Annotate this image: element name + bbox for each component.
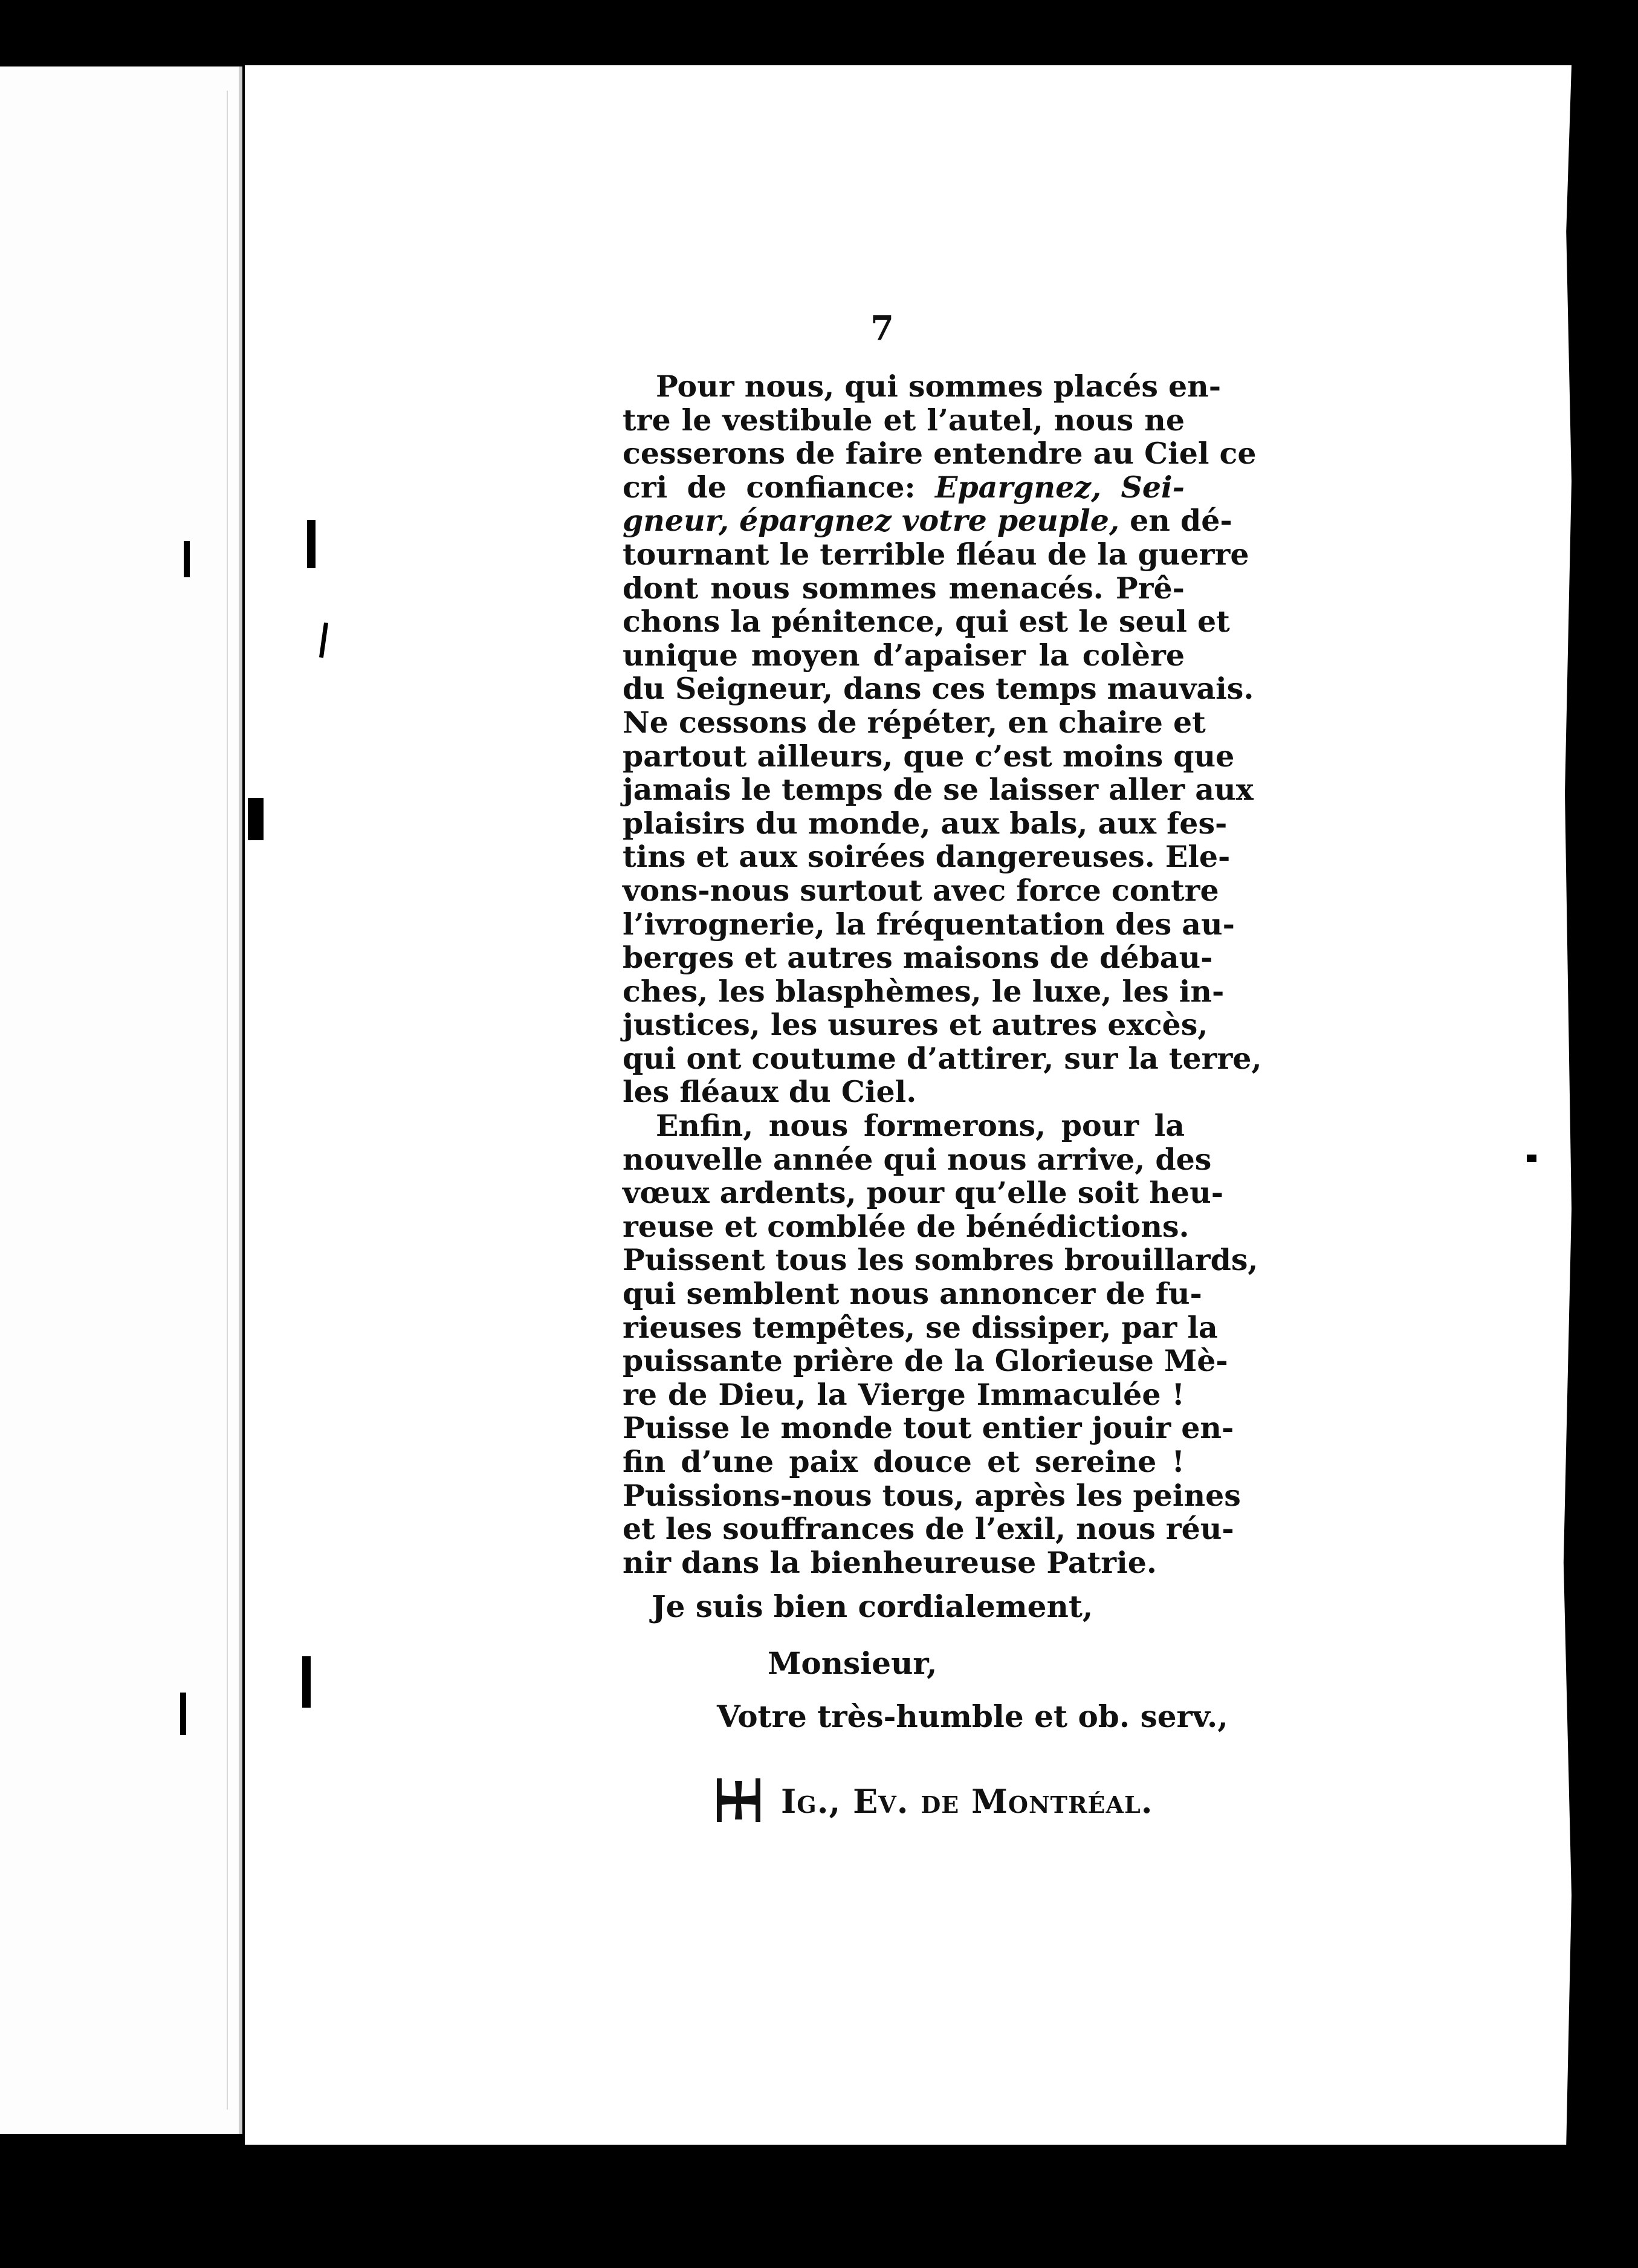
margin-mark	[248, 798, 264, 840]
text-segment: en dé-	[1119, 503, 1232, 539]
text-line: berges et autres maisons de débau-	[623, 940, 1213, 976]
margin-mark	[184, 541, 190, 577]
text-line: Puisse le monde tout entier jouir en-	[623, 1410, 1234, 1446]
text-line: unique moyen d’apaiser la colère	[623, 637, 1185, 673]
italic-phrase: épargnez votre peuple,	[739, 503, 1120, 539]
signature: Ig., Ev. de Montréal.	[781, 1782, 1153, 1821]
text-line: re de Dieu, la Vierge Immaculée !	[623, 1376, 1185, 1412]
text-line: nouvelle année qui nous arrive, des	[623, 1141, 1212, 1177]
text-line: reuse et comblée de bénédictions.	[623, 1208, 1190, 1244]
text-line: Puissions-nous tous, après les peines	[623, 1477, 1241, 1513]
text-line: dont nous sommes menacés. Prê-	[623, 570, 1185, 606]
text-line: nir dans la bienheureuse Patrie.	[623, 1544, 1157, 1580]
text-line: chons la pénitence, qui est le seul et	[623, 604, 1230, 640]
paragraph-1	[623, 369, 1262, 1110]
text-line: vœux ardents, pour qu’elle soit heu-	[623, 1175, 1224, 1211]
text-line: tins et aux soirées dangereuses. Ele-	[623, 839, 1231, 875]
italic-phrase: gneur,	[623, 503, 740, 539]
closing-address: Monsieur,	[768, 1645, 937, 1681]
episcopal-cross-icon	[717, 1778, 760, 1822]
text-line: les fléaux du Ciel.	[623, 1074, 917, 1110]
page-number: 7	[870, 308, 894, 348]
text-line: plaisirs du monde, aux bals, aux fes-	[623, 805, 1228, 841]
text-line: qui semblent nous annoncer de fu-	[623, 1276, 1202, 1312]
text-line: Ne cessons de répéter, en chaire et	[623, 704, 1206, 740]
text-line: Puissent tous les sombres brouillards,	[623, 1242, 1258, 1278]
margin-mark	[180, 1693, 186, 1735]
text-line: fin d’une paix douce et sereine !	[623, 1444, 1185, 1479]
text-segment: cri de confiance:	[623, 469, 936, 505]
margin-mark	[1527, 1155, 1536, 1162]
text-line: qui ont coutume d’attirer, sur la terre,	[623, 1040, 1262, 1076]
text-line: tre le vestibule et l’autel, nous ne	[623, 402, 1185, 438]
text-line: justices, les usures et autres excès,	[623, 1007, 1208, 1043]
italic-phrase: Epargnez, Sei-	[935, 469, 1185, 505]
text-line: cesserons de faire entendre au Ciel ce	[623, 436, 1257, 471]
page-fold	[227, 91, 228, 2110]
paragraph-2	[623, 1108, 1258, 1580]
closing-formula: Votre très-humble et ob. serv.,	[717, 1699, 1228, 1734]
text-line: vons-nous surtout avec force contre	[623, 872, 1219, 908]
facing-page	[0, 66, 242, 2134]
margin-mark	[307, 520, 316, 568]
text-line: du Seigneur, dans ces temps mauvais.	[623, 671, 1254, 707]
text-line: l’ivrognerie, la fréquentation des au-	[623, 906, 1235, 942]
text-line: ches, les blasphèmes, le luxe, les in-	[623, 973, 1225, 1009]
text-line	[623, 503, 1232, 539]
closing-greeting: Je suis bien cordialement,	[652, 1589, 1093, 1624]
text-line: puissante prière de la Glorieuse Mè-	[623, 1343, 1228, 1379]
text-line	[623, 471, 1185, 505]
text-line: Enfin, nous formerons, pour la	[656, 1108, 1185, 1144]
text-line: rieuses tempêtes, se dissiper, par la	[623, 1309, 1218, 1345]
text-line: partout ailleurs, que c’est moins que	[623, 738, 1235, 774]
text-line: et les souffrances de l’exil, nous réu-	[623, 1511, 1234, 1547]
text-line: Pour nous, qui sommes placés en-	[656, 369, 1222, 404]
letter-body	[623, 369, 1262, 1580]
text-line: jamais le temps de se laisser aller aux	[623, 772, 1254, 808]
text-line: tournant le terrible fléau de la guerre	[623, 536, 1249, 572]
margin-mark	[302, 1656, 311, 1708]
